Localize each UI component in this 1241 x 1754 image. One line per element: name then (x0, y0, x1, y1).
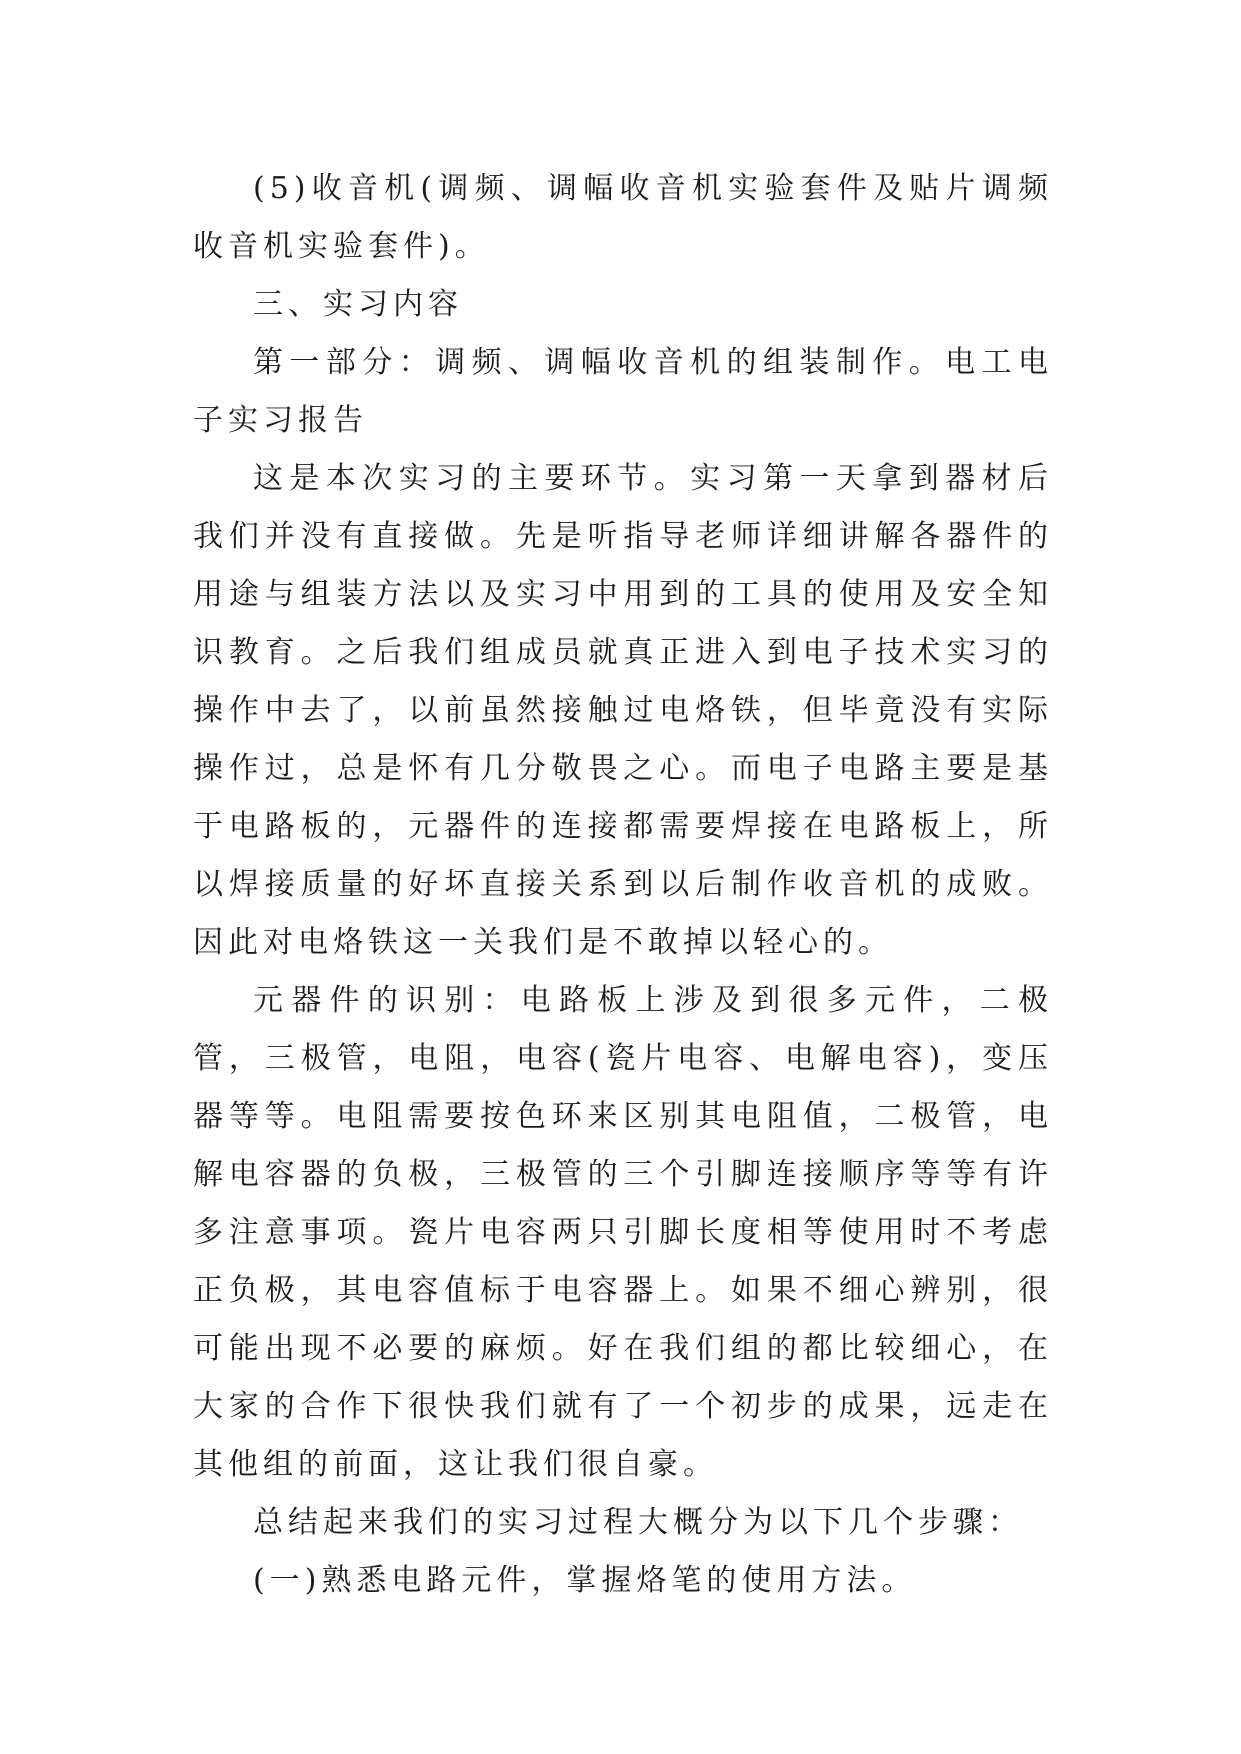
paragraph-radio-kit: (5)收音机(调频、调幅收音机实验套件及贴片调频收音机实验套件)。 (193, 171, 1053, 264)
paragraph-summary-steps: 总结起来我们的实习过程大概分为以下几个步骤： (253, 1505, 1023, 1540)
paragraph-part-one: 第一部分：调频、调幅收音机的组装制作。电工电子实习报告 (193, 345, 1053, 438)
section-heading-practice-content: 三、实习内容 (253, 287, 463, 322)
document-body (193, 160, 1053, 1610)
paragraph-component-identification: 元器件的识别：电路板上涉及到很多元件，二极管，三极管，电阻，电容(瓷片电容、电解电容)，变压器等等。电阻需要按色环来区别其电阻值，二极管，电解电容器的负极，三极管的三个引脚连接顺序等等有许多注意事项。瓷片电容两只引脚长度相等使用时不考虑正负极，其电容值标于电容器上。如果不细心辨别，很可能出现不必要的麻烦。好在我们组的都比较细心，在大家的合作下很快我们就有了一个初步的成果，远走在其他组的前面，这让我们很自豪。 (193, 983, 1053, 1482)
paragraph-main-phase: 这是本次实习的主要环节。实习第一天拿到器材后我们并没有直接做。先是听指导老师详细讲解各器件的用途与组装方法以及实习中用到的工具的使用及安全知识教育。之后我们组成员就真正进入到电子技术实习的操作中去了，以前虽然接触过电烙铁，但毕竟没有实际操作过，总是怀有几分敬畏之心。而电子电路主要是基于电路板的，元器件的连接都需要焊接在电路板上，所以焊接质量的好坏直接关系到以后制作收音机的成败。因此对电烙铁这一关我们是不敢掉以轻心的。 (193, 461, 1053, 960)
paragraph-step-one: (一)熟悉电路元件，掌握烙笔的使用方法。 (253, 1563, 917, 1598)
